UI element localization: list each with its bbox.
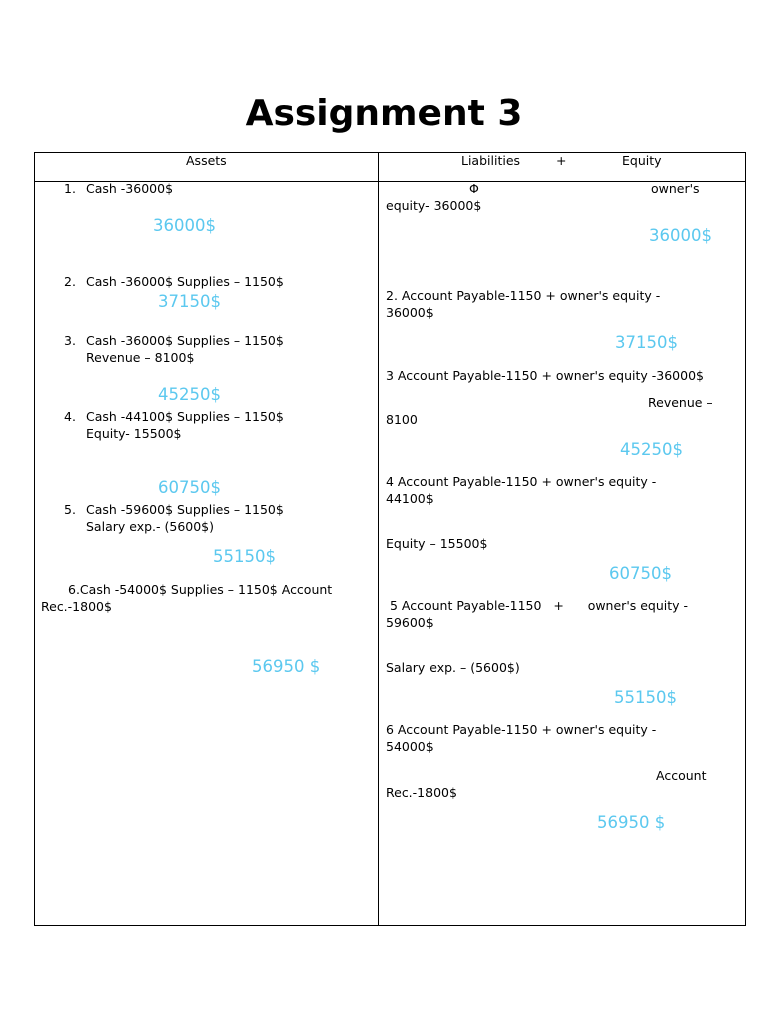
asset-4-total: 60750$ [158,478,221,497]
column-divider [378,152,379,925]
equity-4-line1: 4 Account Payable-1150 + owner's equity - [386,474,657,489]
equity-1-total: 36000$ [649,226,712,245]
equity-6-line1: 6 Account Payable-1150 + owner's equity - [386,722,657,737]
equity-4-line2: 44100$ [386,491,434,506]
asset-3-line2: Revenue – 8100$ [86,350,195,365]
equity-5-line2: 59600$ [386,615,434,630]
equity-3-total: 45250$ [620,440,683,459]
equity-1-owner: owner's [651,181,700,196]
equity-1-line2: equity- 36000$ [386,198,482,213]
asset-5-line2: Salary exp.- (5600$) [86,519,215,534]
asset-1-text: Cash -36000$ [86,181,174,196]
equity-2-line1: 2. Account Payable-1150 + owner's equity - [386,288,661,303]
equity-6-line3: Rec.-1800$ [386,785,457,800]
header-equity: Equity [622,153,662,168]
equity-2-total: 37150$ [615,333,678,352]
equity-6-account: Account [656,768,707,783]
equity-4-line3: Equity – 15500$ [386,536,488,551]
asset-1-total: 36000$ [153,216,216,235]
equity-6-total: 56950 $ [597,813,666,832]
asset-6-total: 56950 $ [252,657,321,676]
asset-3-total: 45250$ [158,385,221,404]
equity-3-line1: 3 Account Payable-1150 + owner's equity -36000$ [386,368,704,383]
equity-6-line2: 54000$ [386,739,434,754]
asset-6-line1: 6.Cash -54000$ Supplies – 1150$ Account [68,582,333,597]
asset-5-total: 55150$ [213,547,276,566]
asset-4-num: 4. [64,409,76,424]
asset-2-text: Cash -36000$ Supplies – 1150$ [86,274,284,289]
equity-3-line3: 8100 [386,412,418,427]
header-plus: + [556,153,567,168]
asset-4-line2: Equity- 15500$ [86,426,182,441]
asset-3-line1: Cash -36000$ Supplies – 1150$ [86,333,284,348]
asset-5-num: 5. [64,502,76,517]
equity-5-line3: Salary exp. – (5600$) [386,660,520,675]
equity-4-total: 60750$ [609,564,672,583]
asset-4-line1: Cash -44100$ Supplies – 1150$ [86,409,284,424]
equity-1-phi: Φ [469,181,479,196]
equity-5-total: 55150$ [614,688,677,707]
asset-6-line2: Rec.-1800$ [41,599,112,614]
header-assets: Assets [186,153,227,168]
equity-3-revenue: Revenue – [648,395,713,410]
equity-5-line1: 5 Account Payable-1150 + owner's equity - [386,598,689,613]
asset-1-num: 1. [64,181,76,196]
asset-2-num: 2. [64,274,76,289]
asset-3-num: 3. [64,333,76,348]
page-title: Assignment 3 [245,93,523,134]
equity-2-line2: 36000$ [386,305,434,320]
asset-5-line1: Cash -59600$ Supplies – 1150$ [86,502,284,517]
header-liabilities: Liabilities [461,153,521,168]
asset-2-total: 37150$ [158,292,221,311]
